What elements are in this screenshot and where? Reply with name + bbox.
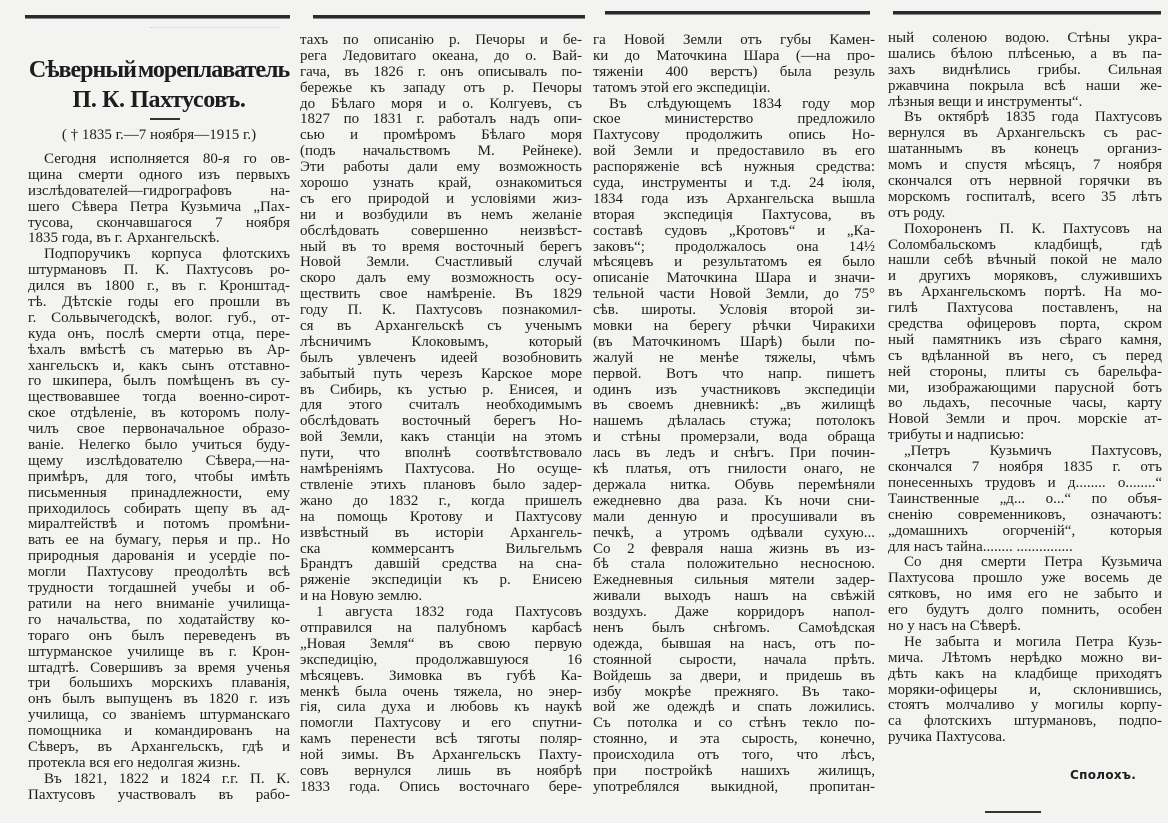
text-line: 1835 года, въ г. Архангельскѣ.	[28, 231, 220, 247]
text-line: хангельскъ и, какъ сынъ отставно-	[28, 358, 290, 374]
text-line: протекла вся его недолгая жизнь.	[28, 755, 241, 771]
text-line: году П. К. Пахтусовъ познакомил-	[300, 303, 582, 319]
text-line: заковъ“; продолжалось она 14½	[593, 239, 875, 255]
text-line: 1834 года изъ Архангельска вышла	[593, 191, 875, 207]
text-line: ненъ былъ снѣгомъ. Самоѣдская	[593, 620, 875, 636]
text-line: вой же одеждѣ и спать ложились.	[593, 700, 875, 716]
text-line: ми, изображающими парусной ботъ	[888, 380, 1162, 396]
text-line: ществить свое намѣреніе. Въ 1829	[300, 287, 582, 303]
column-top-rule	[313, 15, 585, 19]
article-dates: ( † 1835 г.—7 ноября—1915 г.)	[61, 127, 257, 143]
text-line: одинъ изъ участниковъ экспедиціи	[593, 382, 875, 398]
text-line: жалуй не менѣе тяжелы, чѣмъ	[593, 350, 875, 366]
text-line: Таинственные „д... о...“ по объя-	[888, 491, 1162, 507]
text-line: го начальства, по ходатайству ко-	[28, 612, 290, 628]
text-line: онъ былъ выпущенъ въ 1820 г. изъ	[28, 692, 290, 708]
text-line: лѣзныя вещи и инструменты“.	[888, 94, 1083, 110]
text-line: шались бѣлою плѣсенью, а въ па-	[888, 46, 1162, 62]
text-line: забытый путь черезъ Карское море	[300, 366, 582, 382]
text-line: обслѣдовать восточный берегъ Но-	[300, 414, 582, 430]
text-line: три большихъ морскихъ плаванія,	[28, 676, 290, 692]
article-title-line2: П. К. Пахтусовъ.	[72, 87, 246, 113]
text-line: экспедицію, продолжавшуюся 16	[300, 652, 582, 668]
text-line: для этого считалъ необходимымъ	[300, 398, 582, 414]
text-line: суда, инструменты и т.д. 24 іюля,	[593, 176, 875, 192]
text-line: Соломбальскомъ кладбищѣ, гдѣ	[888, 237, 1162, 253]
text-line: „Петръ Кузьмичъ Пахтусовъ,	[904, 444, 1162, 460]
text-line: нашли себѣ вѣчный покой не мало	[888, 253, 1162, 269]
text-line: бережье къ западу отъ р. Печоры	[300, 80, 582, 96]
text-line: ржавчина покрыла всѣ наши же-	[888, 78, 1162, 94]
article-column-3	[593, 33, 875, 796]
text-line: Со 2 февраля наша жизнь въ из-	[593, 541, 875, 557]
paragraph	[28, 772, 290, 804]
text-line: камъ перенести всѣ тяготы поляр-	[300, 732, 582, 748]
text-line: 1833 года. Опись восточнаго бере-	[300, 779, 582, 795]
paragraph	[888, 222, 1162, 444]
paragraph	[593, 33, 875, 97]
text-line: письменныя принадлежности, ему	[28, 485, 290, 501]
text-line: штурманское училище въ г. Крон-	[28, 644, 290, 660]
text-line: съ его природой и условіями жиз-	[300, 191, 582, 207]
text-line: „Новая Земля“ въ свою первую	[300, 636, 582, 652]
text-line: тораго онъ былъ переведенъ въ	[28, 628, 290, 644]
text-line: живали выходъ нашъ на свѣжій	[593, 589, 875, 605]
text-line: захъ виднѣлись грибы. Сильная	[888, 62, 1162, 78]
article-column-2	[300, 33, 582, 796]
text-line: 1827 по 1831 г. работалъ надъ опи-	[300, 112, 582, 128]
text-line: трудности тогдашней учебы и об-	[28, 581, 290, 597]
text-line: Пахтусовъ участвовалъ въ рабо-	[28, 787, 290, 803]
text-line: Эти работы дали ему возможность	[300, 160, 582, 176]
text-line: одежда, бывшая на насъ, отъ по-	[593, 636, 875, 652]
text-line: рега Ледовитаго океана, до о. Вай-	[300, 48, 582, 64]
article-column-4	[888, 31, 1162, 746]
text-line: до Бѣлаго моря и о. Колгуевъ, съ	[300, 96, 582, 112]
paragraph	[28, 152, 290, 247]
text-line: въ Сибирь, къ устью р. Енисея, и	[300, 382, 582, 398]
text-line: ной зимы. Въ Архангельскъ Пахту-	[300, 748, 582, 764]
text-line: ствленіе этихъ плановъ было задер-	[300, 477, 582, 493]
text-line: менкѣ была очень тяжела, но энер-	[300, 684, 582, 700]
column-top-rule	[25, 15, 290, 19]
text-line: „домашнихъ огорченій“, которыя	[888, 523, 1162, 539]
paragraph	[593, 97, 875, 796]
text-line: приходилось собирать щепу въ ад-	[28, 501, 290, 517]
text-line: 1 августа 1832 года Пахтусовъ	[316, 605, 582, 621]
text-line: куда онъ, послѣ смерти отца, пере-	[28, 326, 290, 342]
text-line: описаніе Маточкина Шара и значи-	[593, 271, 875, 287]
text-line: Въ 1821, 1822 и 1824 г.г. П. К.	[44, 771, 290, 787]
text-line: щина смерти одного изъ первыхъ	[28, 167, 290, 183]
text-line: скоро далъ ему возможность осу-	[300, 271, 582, 287]
text-line: дѣть какъ на кладбище приходятъ	[888, 666, 1162, 682]
text-line: Пахтусову продолжить опись Но-	[593, 128, 875, 144]
text-line: употреблялся выкидной, пропитан-	[593, 779, 875, 795]
text-line: вторая экспедиція Пахтусова, въ	[593, 207, 875, 223]
text-line: но у насъ на Сѣверѣ.	[888, 618, 1022, 634]
text-line: сненію современниковъ, означаютъ:	[888, 507, 1162, 523]
article-column-1	[28, 152, 290, 804]
text-line: ней стороны, плиты съ барельфа-	[888, 364, 1162, 380]
text-line: Сегодня исполняется 80-я го ов-	[44, 152, 290, 167]
text-line: Войдешь за двери, и придешь въ	[593, 668, 875, 684]
text-line: моряки-офицеры и, склонившись,	[888, 682, 1162, 698]
text-line: бѣ стала положительно несносною.	[593, 557, 875, 573]
text-line: Брандтъ давшій средства на сна-	[300, 557, 582, 573]
text-line: ежедневно два раза. Къ ночи сни-	[593, 493, 875, 509]
text-line: ское министерство предложило	[593, 112, 875, 128]
text-line: шатаннымъ въ конецъ организ-	[888, 142, 1162, 158]
text-line: тусова, скончавшагося 7 ноября	[28, 215, 290, 231]
text-line: гача, въ 1826 г. онъ описывалъ по-	[300, 64, 582, 80]
text-line: са флотскихъ штурмановъ, подпо-	[888, 714, 1162, 730]
text-line: тяженіи 400 верстъ) была резуль	[593, 64, 875, 80]
text-line: гія, сила духа и любовь къ наукѣ	[300, 700, 582, 716]
text-line: мали денную и просушивали въ	[593, 509, 875, 525]
text-line: тѣ. Дѣтскіе годы его прошли въ	[28, 295, 290, 311]
text-line: Пахтусова прошло уже восемь де	[888, 571, 1162, 587]
column-top-rule	[893, 11, 1161, 15]
text-line: природныя дарованія и усердіе по-	[28, 549, 290, 565]
text-line: ряженіе экспедиціи къ р. Енисею	[300, 573, 582, 589]
text-line: печкѣ, а утромъ одѣвали сухую...	[593, 525, 875, 541]
text-line: пути, что вполнѣ соотвѣтствовало	[300, 446, 582, 462]
text-line: средства офицеровъ порта, скром	[888, 317, 1162, 333]
text-line: вой Земли, какъ станціи на этомъ	[300, 430, 582, 446]
text-line: держала нитка. Обувь перемѣняли	[593, 477, 875, 493]
author-signature: Сполохъ.	[1070, 768, 1137, 782]
text-line: га Новой Земли отъ губы Камен-	[593, 33, 875, 48]
text-line: отправился на палубномъ карбасѣ	[300, 620, 582, 636]
text-line: стоятъ молчаливо у могилы корпу-	[888, 698, 1162, 714]
text-line: распоряженіе всѣ нужныя средства:	[593, 160, 875, 176]
text-line: въ Архангельскомъ портѣ. На мо-	[888, 285, 1162, 301]
text-line: Ежедневныя сильныя мятели задер-	[593, 573, 875, 589]
text-line: стоянно, и эта сырость, конечно,	[593, 732, 875, 748]
text-line: Въ слѣдующемъ 1834 году мор	[609, 96, 875, 112]
text-line: момъ и спустя мѣсяцъ, 7 ноября	[888, 158, 1162, 174]
paragraph	[888, 110, 1162, 221]
text-line: извѣстный въ исторіи Архангель-	[300, 525, 582, 541]
faded-header-marks	[150, 27, 280, 46]
article-end-rule	[985, 811, 1041, 813]
paragraph	[888, 635, 1162, 746]
text-line: трибуты и надписью:	[888, 428, 1025, 444]
text-line: вать ее на бумагу, перья и пр.. Но	[28, 533, 290, 549]
column-top-rule	[605, 11, 870, 15]
text-line: помогли Пахтусову и его спутни-	[300, 716, 582, 732]
text-line: во льдахъ, песочные часы, карту	[888, 396, 1162, 412]
text-line: ный памятникъ изъ сѣраго камня,	[888, 332, 1162, 348]
text-line: сью и промѣромъ Бѣлаго моря	[300, 128, 582, 144]
text-line: вернулся въ Архангельскъ съ рас-	[888, 126, 1162, 142]
text-line: стоянной сырости, начала прѣть.	[593, 652, 875, 668]
text-line: происходила отъ того, что лѣсъ,	[593, 748, 875, 764]
paragraph	[28, 247, 290, 771]
text-line: намѣреніямъ Пахтусова. Но осуще-	[300, 462, 582, 478]
text-line: татомъ этой его экспедиціи.	[593, 80, 771, 96]
text-line: жано до 1832 г., когда пришелъ	[300, 493, 582, 509]
text-line: его будутъ долго помнить, особен	[888, 603, 1162, 619]
text-line: хорошо узнать край, ознакомиться	[300, 176, 582, 192]
paragraph	[888, 31, 1162, 110]
text-line: въ своемъ дневникѣ: „въ жилищѣ	[593, 398, 875, 414]
paragraph	[888, 555, 1162, 634]
text-line: Не забыта и могила Петра Кузь-	[904, 634, 1162, 650]
text-line: ный соленою водою. Стѣны укра-	[888, 31, 1162, 46]
text-line: Новой Земли и проч. морскіе ат-	[888, 412, 1162, 428]
text-line: ское отдѣленіе, въ которомъ полу-	[28, 406, 290, 422]
text-line: нашемъ дѣлалась стужа; потолокъ	[593, 414, 875, 430]
text-line: вой Земли и предоставило въ его	[593, 144, 875, 160]
text-line: изслѣдователей—гидрографовъ на-	[28, 183, 290, 199]
text-line: ручика Пахтусова.	[888, 730, 1006, 746]
text-line: морскомъ госпиталѣ, всего 35 лѣтъ	[888, 189, 1162, 205]
article-title-line1: Сѣверный мореплаватель	[28, 57, 290, 83]
paragraph	[300, 605, 582, 796]
text-line: Въ октябрѣ 1835 года Пахтусовъ	[904, 110, 1162, 126]
text-line: ществовавшее тогда военно-сирот-	[28, 390, 290, 406]
text-line: кѣ платья, отъ гнилости онаго, не	[593, 462, 875, 478]
text-line: ся въ Архангельскѣ съ ученымъ	[300, 319, 582, 335]
text-line: Сѣверъ, въ Архангельскъ, гдѣ и	[28, 739, 290, 755]
text-line: первой. Вотъ что напр. пишетъ	[593, 366, 875, 382]
title-divider	[150, 118, 180, 120]
text-line: (въ Маточкиномъ Шарѣ) были по-	[593, 334, 875, 350]
text-line: примѣръ, для того, чтобы имѣть	[28, 469, 290, 485]
text-line: скончался 7 ноября 1835 г. отъ	[888, 460, 1162, 476]
paragraph	[300, 33, 582, 605]
text-line: лѣсничимъ Клоковымъ, который	[300, 334, 582, 350]
text-line: былъ увлеченъ идеей возобновить	[300, 350, 582, 366]
text-line: съ вдѣланной въ него, съ перед	[888, 348, 1162, 364]
text-line: и другихъ моряковъ, служившихъ	[888, 269, 1162, 285]
text-line: тельной части Новой Земли, до 75°	[593, 287, 875, 303]
text-line: ни и возбудили въ немъ желаніе	[300, 207, 582, 223]
text-line: сѣв. широты. Условія второй зи-	[593, 303, 875, 319]
text-line: мѣсяцевъ. Зимовка въ губѣ Ка-	[300, 668, 582, 684]
text-line: для насъ тайна........ ...............	[888, 539, 1073, 555]
text-line: мовки на берегу рѣчки Чиракихи	[593, 319, 875, 335]
text-line: мѣсяцевъ и результатомъ ея было	[593, 255, 875, 271]
text-line: ки до Маточкина Шара (—на про-	[593, 48, 875, 64]
text-line: Новой Земли. Счастливый случай	[300, 255, 582, 271]
text-line: помощника и командированъ на	[28, 724, 290, 740]
text-line: на помощь Кротову и Пахтусову	[300, 509, 582, 525]
text-line: при постройкѣ нашихъ жилищъ,	[593, 763, 875, 779]
text-line: дился въ 1800 г., въ г. Кронштад-	[28, 279, 290, 295]
text-line: воздухъ. Даже корридоръ напол-	[593, 605, 875, 621]
text-line: штадтѣ. Совершивъ за время ученья	[28, 660, 290, 676]
text-line: г. Сольвычегодскѣ, волог. губ., от-	[28, 310, 290, 326]
text-line: обслѣдовать совершенно неизвѣст-	[300, 223, 582, 239]
text-line: ваніе. Нелегко было учиться буду-	[28, 438, 290, 454]
text-line: Подпоручикъ корпуса флотскихъ	[44, 247, 290, 263]
text-line: щему изслѣдователю Сѣвера,—на-	[28, 453, 290, 469]
text-line: мича. Лѣтомъ нерѣдко можно ви-	[888, 650, 1162, 666]
text-line: го шкипера, былъ помѣщенъ въ су-	[28, 374, 290, 390]
text-line: училища, со званіемъ штурманскаго	[28, 708, 290, 724]
text-line: могли Пахтусову преодолѣть всѣ	[28, 565, 290, 581]
text-line: ратили на него вниманіе училища-	[28, 596, 290, 612]
text-line: составѣ судовъ „Кротовъ“ и „Ка-	[593, 223, 875, 239]
text-line: штурмановъ П. К. Пахтусовъ ро-	[28, 263, 290, 279]
text-line: и на Новую землю.	[300, 589, 423, 605]
text-line: совъ вернулся лишь въ ноябрѣ	[300, 763, 582, 779]
text-line: ска коммерсантъ Вильгельмъ	[300, 541, 582, 557]
text-line: отъ роду.	[888, 205, 946, 221]
text-line: Съ потолка и со стѣнъ текло по-	[593, 716, 875, 732]
text-line: миралтействѣ и потомъ промѣни-	[28, 517, 290, 533]
text-line: Похороненъ П. К. Пахтусовъ на	[904, 221, 1162, 237]
text-line: шего Сѣвера Петра Кузьмича „Пах-	[28, 199, 290, 215]
text-line: ѣхалъ вмѣстѣ съ матерью въ Ар-	[28, 342, 290, 358]
text-line: гилѣ Пахтусова поставленъ, на	[888, 301, 1162, 317]
text-line: чилъ свое первоначальное образо-	[28, 422, 290, 438]
text-line: (подъ начальствомъ М. Рейнеке).	[300, 144, 582, 160]
text-line: Со дня смерти Петра Кузьмича	[904, 555, 1162, 571]
text-line: и стѣны промерзали, вода обраща	[593, 430, 875, 446]
paragraph	[888, 444, 1162, 555]
text-line: лась въ ледъ и снѣгъ. При почин-	[593, 446, 875, 462]
text-line: сятковъ, но имя его не забыто и	[888, 587, 1162, 603]
text-line: избу мокрѣе прежняго. Въ тако-	[593, 684, 875, 700]
text-line: ный въ то время восточный берегъ	[300, 239, 582, 255]
text-line: тахъ по описанію р. Печоры и бе-	[300, 33, 582, 48]
text-line: скончался отъ нервной горячки въ	[888, 174, 1162, 190]
text-line: понесенныхъ трудовъ и д........ о........“	[888, 475, 1162, 491]
